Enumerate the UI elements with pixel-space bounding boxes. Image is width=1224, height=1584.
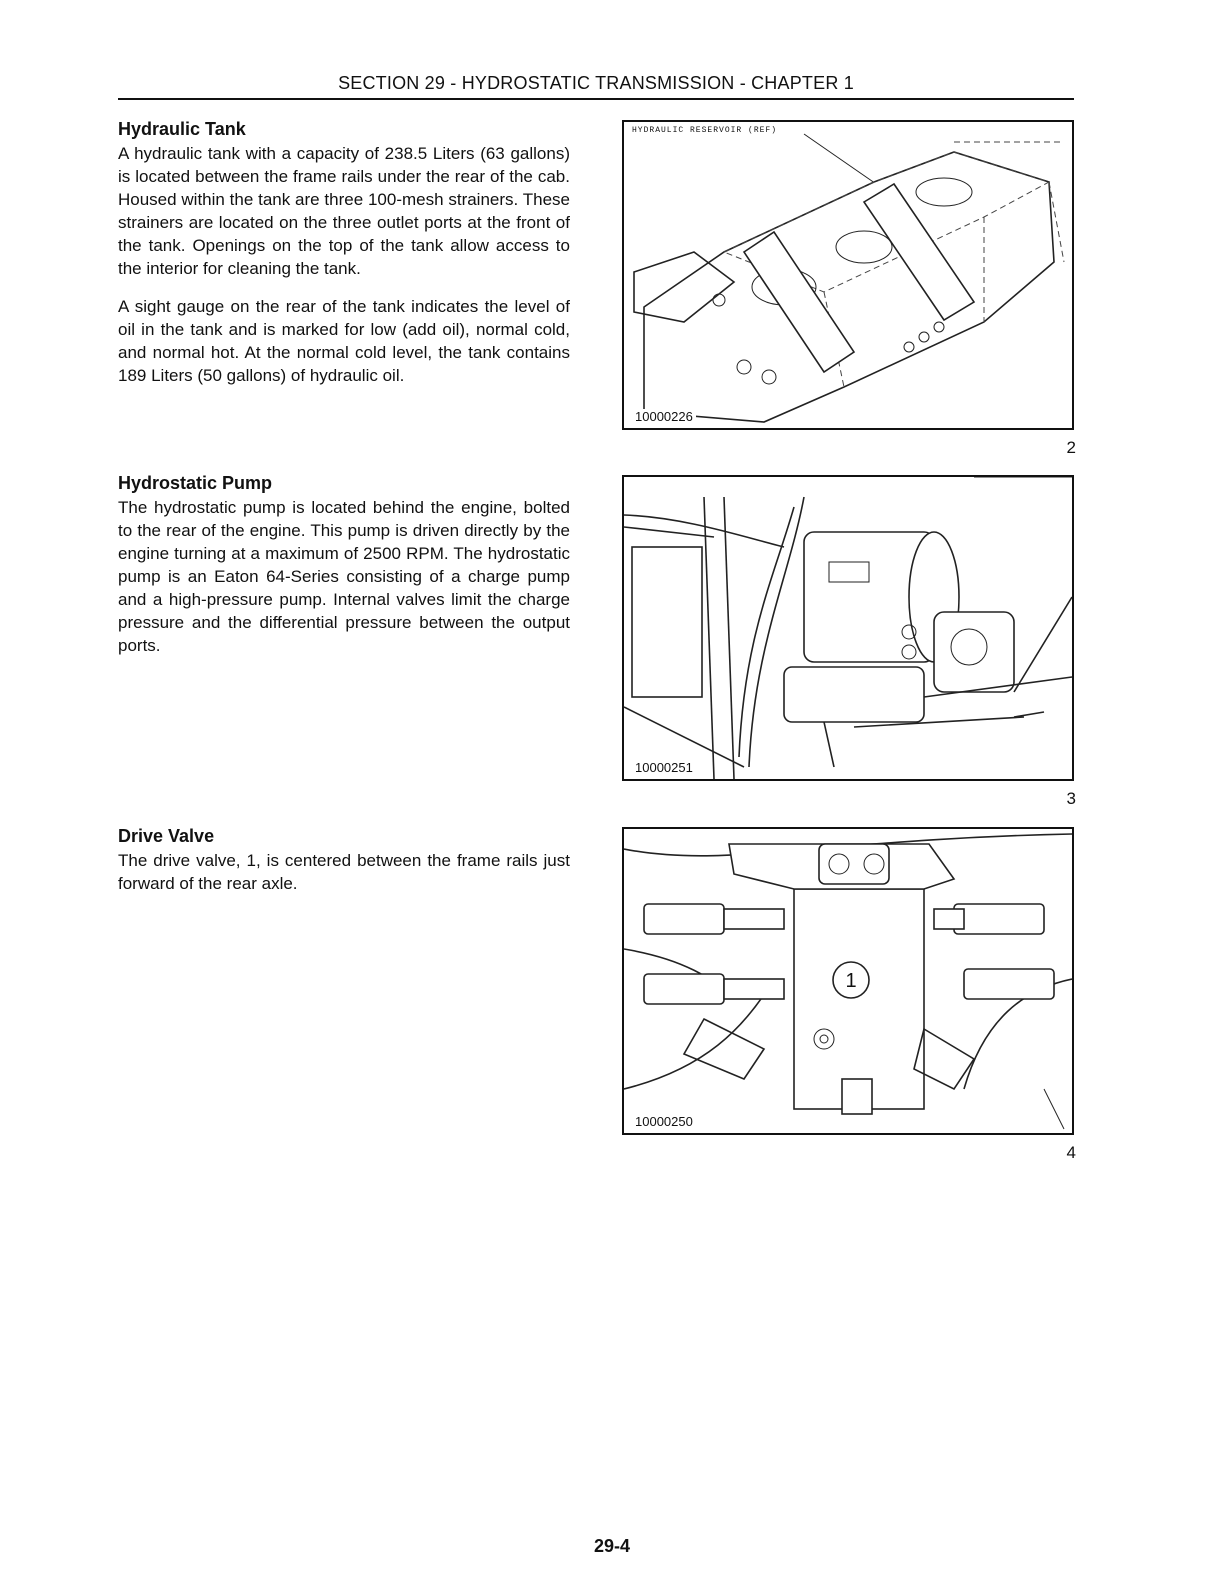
valve-callout-number: 1 [845, 970, 857, 992]
figure-number: 4 [1066, 1143, 1076, 1162]
figure-id: 10000251 [632, 760, 696, 775]
section-heading: Hydrostatic Pump [118, 473, 273, 493]
paragraph: The drive valve, 1, is centered between the frame rails just forward of the rear axle. [118, 851, 570, 893]
section-heading: Drive Valve [118, 826, 215, 846]
section-drive-valve [118, 825, 570, 910]
paragraph: A hydraulic tank with a capacity of 238.5 Liters (63 gallons) is located between the frame rails under the rear of the cab. Housed within the tank are three 100-mesh strainers. These strainers are located on the three outlet ports at the front of the tank. Openings on the top of the tank allow access to the interior for cleaning the tank. [118, 144, 570, 278]
paragraph: The hydrostatic pump is located behind the engine, bolted to the rear of the engine. This pump is driven directly by the engine turning at a maximum of 2500 RPM. The hydrostatic pump is an Eaton 64-Series consisting of a charge pump and a high-pressure pump. Internal valves limit the charge pressure and the differential pressure between the output ports. [118, 498, 570, 655]
figure-hydraulic-tank [622, 120, 1074, 430]
figure-number: 2 [1066, 438, 1076, 457]
hydrostatic-pump-illustration [624, 477, 1072, 779]
figure-id: 10000226 [632, 409, 696, 424]
drive-valve-illustration [624, 829, 1072, 1133]
section-heading: Hydraulic Tank [118, 119, 246, 139]
page-number: 29-4 [593, 1536, 631, 1556]
section-hydraulic-tank [118, 118, 570, 402]
paragraph: A sight gauge on the rear of the tank indicates the level of oil in the tank and is marked for low (add oil), normal cold, and normal hot. At the normal cold level, the tank contains 189 Liters (50 gallons) of hydraulic oil. [118, 297, 570, 385]
figure-number: 3 [1066, 789, 1076, 808]
figure-drive-valve [622, 827, 1074, 1135]
figure-caption: HYDRAULIC RESERVOIR (REF) [632, 126, 778, 135]
section-header: SECTION 29 - HYDROSTATIC TRANSMISSION - CHAPTER 1 [338, 73, 854, 93]
figure-id: 10000250 [632, 1114, 696, 1129]
hydraulic-tank-illustration [624, 122, 1072, 428]
section-hydrostatic-pump [118, 472, 570, 672]
header-rule [118, 98, 1074, 100]
figure-hydrostatic-pump [622, 475, 1074, 781]
